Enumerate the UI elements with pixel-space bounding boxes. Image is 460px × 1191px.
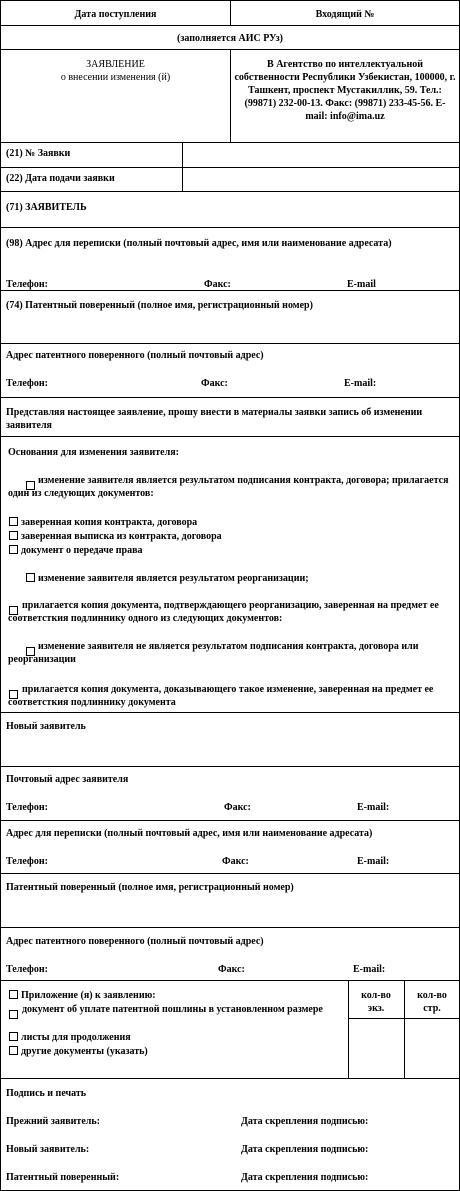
- divider: [1, 397, 459, 398]
- attorney-address-label: Адрес патентного поверенного (полный почтовый адрес): [6, 936, 264, 947]
- fee-doc-text: документ об уплате патентной пошлины в установленном размере: [22, 1004, 323, 1015]
- grounds-title: Основания для изменения заявителя:: [8, 447, 179, 458]
- fax-label: Факс:: [204, 279, 231, 290]
- divider: [1, 766, 459, 767]
- attachments-title: Приложение (я) к заявлению:: [21, 990, 156, 1001]
- doc-contract-extract-label: заверенная выписка из контракта, договора: [21, 531, 222, 542]
- statement-title: ЗАЯВЛЕНИЕ: [86, 59, 145, 70]
- filing-date-label: (22) Дата подачи заявки: [6, 173, 115, 184]
- fax-label: Факс:: [218, 964, 245, 975]
- new-applicant-signature-label: Новый заявитель:: [6, 1144, 90, 1155]
- divider: [1, 142, 459, 143]
- divider: [1, 873, 459, 874]
- signature-date-label: Дата скрепления подписью:: [241, 1116, 369, 1127]
- signature-date-label: Дата скрепления подписью:: [241, 1172, 369, 1183]
- checkbox-icon: [26, 573, 35, 582]
- doc-transfer-option[interactable]: [9, 544, 143, 557]
- checkbox-icon: [9, 531, 18, 540]
- divider: [1, 712, 459, 713]
- statement-subtitle: о внесении изменения (й): [60, 72, 171, 83]
- new-applicant-title: Новый заявитель: [6, 721, 86, 732]
- phone-label: Телефон:: [6, 964, 48, 975]
- pages-column-header: кол-во стр.: [417, 990, 447, 1014]
- attorney-label: Патентный поверенный (полное имя, регистрационный номер): [6, 882, 294, 893]
- fax-label: Факс:: [201, 378, 228, 389]
- checkbox-icon: [9, 517, 18, 526]
- signature-date-label: Дата скрепления подписью:: [241, 1144, 369, 1155]
- application-number-label: (21) № Заявки: [6, 148, 71, 159]
- contract-change-text: изменение заявителя является результатом подписания контракта, договора; прилагается один из следующих документов:: [8, 475, 449, 499]
- attorney-label: (74) Патентный поверенный (полное имя, регистрационный номер): [6, 300, 313, 311]
- not-contract-change-text: изменение заявителя не является результатом подписания контракта, договора или реорганизации: [8, 641, 419, 665]
- checkbox-icon: [9, 1046, 18, 1055]
- email-label: E-mail:: [353, 964, 386, 975]
- fax-label: Факс:: [224, 802, 251, 813]
- email-label: E-mail:: [357, 802, 390, 813]
- doc-transfer-label: документ о передаче права: [21, 545, 143, 556]
- divider: [404, 980, 405, 1078]
- filled-by-note: (заполняется АИС РУз): [177, 33, 283, 44]
- reorg-change-label: изменение заявителя является результатом реорганизации;: [38, 573, 309, 584]
- divider: [1, 343, 459, 344]
- divider: [1, 820, 459, 821]
- request-text: Представляя настоящее заявление, прошу внести в материалы заявки запись об изменении заявителя: [6, 407, 423, 431]
- doc-contract-copy-option[interactable]: [9, 516, 197, 529]
- received-date-label: Дата поступления: [74, 9, 157, 20]
- former-applicant-label: Прежний заявитель:: [6, 1116, 100, 1127]
- phone-label: Телефон:: [6, 802, 48, 813]
- copies-column-header: кол-во экз.: [361, 990, 391, 1014]
- divider: [182, 142, 183, 191]
- divider: [1, 227, 459, 228]
- other-docs-label: другие документы (указать): [21, 1046, 148, 1057]
- other-doc-text: прилагается копия документа, доказывающего такое изменение, заверенная на предмет ее соответсткия подлиннику документа: [8, 684, 434, 708]
- extension-sheets-option[interactable]: [9, 1031, 131, 1044]
- signature-title: Подпись и печать: [6, 1088, 87, 1099]
- reorg-doc-text: прилагается копия документа, подтверждающего реорганизацию, заверенная на предмет ее соответсткия подлиннику одного из следующих документов:: [8, 600, 439, 624]
- phone-label: Телефон:: [6, 856, 48, 867]
- reorg-change-option[interactable]: [26, 572, 309, 585]
- correspondence-address-label: Адрес для переписки (полный почтовый адрес, имя или наименование адресата): [6, 828, 373, 839]
- email-label: E-mail: [347, 279, 376, 290]
- fax-label: Факс:: [222, 856, 249, 867]
- divider: [1, 25, 459, 26]
- checkbox-icon: [9, 545, 18, 554]
- divider: [1, 436, 459, 437]
- phone-label: Телефон:: [6, 279, 48, 290]
- incoming-number-label: Входящий №: [315, 9, 375, 20]
- divider: [1, 167, 459, 168]
- divider: [1, 980, 459, 981]
- applicant-label: (71) ЗАЯВИТЕЛЬ: [6, 202, 87, 213]
- divider: [1, 927, 459, 928]
- email-label: E-mail:: [344, 378, 377, 389]
- attachments-option[interactable]: [9, 989, 156, 1002]
- divider: [1, 1078, 459, 1079]
- postal-address-label: Почтовый адрес заявителя: [6, 774, 129, 785]
- divider: [230, 49, 231, 142]
- extension-sheets-label: листы для продолжения: [21, 1032, 131, 1043]
- doc-contract-copy-label: заверенная копия контракта, договора: [21, 517, 198, 528]
- agency-address: В Агентство по интеллектуальной собственности Республики Узбекистан, 100000, г. Ташкент, проспект Мустакиллик, 59. Тел.: (99871) 232-00-13. Факс: (99871) 233-45-56. E-mail: info@ima.uz: [234, 59, 456, 122]
- divider: [1, 191, 459, 192]
- divider: [348, 980, 349, 1078]
- checkbox-icon: [9, 1032, 18, 1041]
- other-docs-option[interactable]: [9, 1045, 148, 1058]
- phone-label: Телефон:: [6, 378, 48, 389]
- doc-contract-extract-option[interactable]: [9, 530, 222, 543]
- attorney-address-label: Адрес патентного поверенного (полный почтовый адрес): [6, 350, 264, 361]
- correspondence-address-label: (98) Адрес для переписки (полный почтовый адрес, имя или наименование адресата): [6, 238, 392, 249]
- email-label: E-mail:: [357, 856, 390, 867]
- attorney-signature-label: Патентный поверенный:: [6, 1172, 120, 1183]
- checkbox-icon: [9, 990, 18, 999]
